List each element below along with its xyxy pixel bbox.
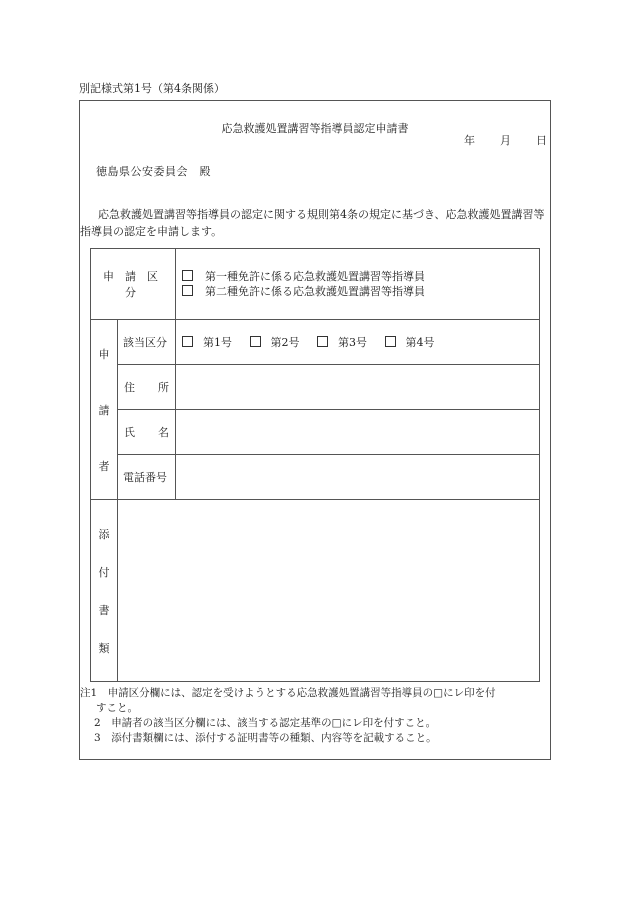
applicant-label-char: 者: [98, 459, 110, 473]
category-label: 申請区分: [91, 249, 176, 320]
attachment-label: [91, 500, 118, 682]
application-statement: 応急救護処置講習等指導員の認定に関する規則第4条の規定に基づき、応急救護処置講習等指導員の認定を申請します。: [80, 208, 545, 238]
applicant-label-char: 請: [98, 403, 110, 417]
category-option-1[interactable]: [182, 269, 539, 284]
attachment-label-char: 付: [98, 565, 110, 579]
address-label: [118, 365, 176, 410]
date-year-label: 年: [464, 134, 475, 147]
name-label-char: 氏: [124, 426, 135, 439]
checkbox-icon[interactable]: [317, 336, 328, 347]
checkbox-icon[interactable]: [250, 336, 261, 347]
level-option-4[interactable]: [385, 336, 435, 349]
level-label: 該当区分: [118, 320, 176, 365]
attachment-field[interactable]: [118, 500, 540, 682]
note-text: 添付書類欄には、添付する証明書等の種類、内容等を記載すること。: [111, 732, 437, 744]
level-option-2[interactable]: [250, 336, 300, 349]
level-options: [176, 320, 540, 365]
category-option-label: 第二種免許に係る応急救護処置講習等指導員: [205, 285, 425, 298]
phone-row: [91, 455, 540, 500]
category-row: [91, 249, 540, 320]
attachment-label-char: 添: [98, 527, 110, 541]
checkbox-icon[interactable]: [182, 270, 193, 281]
application-form-table: [90, 248, 540, 682]
checkbox-icon[interactable]: [182, 336, 193, 347]
category-options: [176, 249, 540, 320]
level-option-1[interactable]: [182, 336, 232, 349]
attachment-row: [91, 500, 540, 682]
level-row: [91, 320, 540, 365]
level-option-label: 第1号: [203, 336, 232, 349]
phone-label: 電話番号: [118, 455, 176, 500]
note-text: 申請区分欄には、認定を受けようとする応急救護処置講習等指導員の□にレ印を付: [107, 687, 496, 699]
level-option-label: 第3号: [338, 336, 367, 349]
category-option-2[interactable]: [182, 284, 539, 299]
note-number: 2: [94, 717, 101, 729]
applicant-label: [91, 320, 118, 500]
note-number: 注1: [80, 687, 98, 699]
note-text: 申請者の該当区分欄には、該当する認定基準の□にレ印を付すこと。: [111, 717, 437, 729]
note-1-continuation: すこと。: [96, 702, 138, 714]
date-day-label: 日: [536, 134, 547, 147]
note-1: [80, 686, 550, 701]
form-reference: 別記様式第1号（第4条関係）: [79, 82, 225, 95]
name-field[interactable]: [176, 410, 540, 455]
notes: [80, 686, 550, 746]
level-option-label: 第4号: [405, 336, 435, 349]
address-field[interactable]: [176, 365, 540, 410]
address-row: [91, 365, 540, 410]
note-3: [80, 731, 550, 746]
form-title: 応急救護処置講習等指導員認定申請書: [221, 122, 409, 135]
address-label-char: 所: [158, 381, 169, 394]
name-label-char: 名: [158, 426, 169, 439]
phone-field[interactable]: [176, 455, 540, 500]
checkbox-icon[interactable]: [182, 285, 193, 296]
note-2: [80, 716, 550, 731]
note-number: 3: [94, 732, 101, 744]
addressee: 徳島県公安委員会 殿: [96, 165, 211, 178]
date-month-label: 月: [500, 134, 511, 147]
checkbox-icon[interactable]: [385, 336, 396, 347]
address-label-char: 住: [124, 381, 135, 394]
name-label: [118, 410, 176, 455]
level-option-label: 第2号: [270, 336, 300, 349]
attachment-label-char: 書: [98, 603, 110, 617]
level-option-3[interactable]: [317, 336, 367, 349]
name-row: [91, 410, 540, 455]
attachment-label-char: 類: [98, 641, 110, 655]
category-option-label: 第一種免許に係る応急救護処置講習等指導員: [205, 270, 425, 283]
applicant-label-char: 申: [98, 347, 110, 361]
